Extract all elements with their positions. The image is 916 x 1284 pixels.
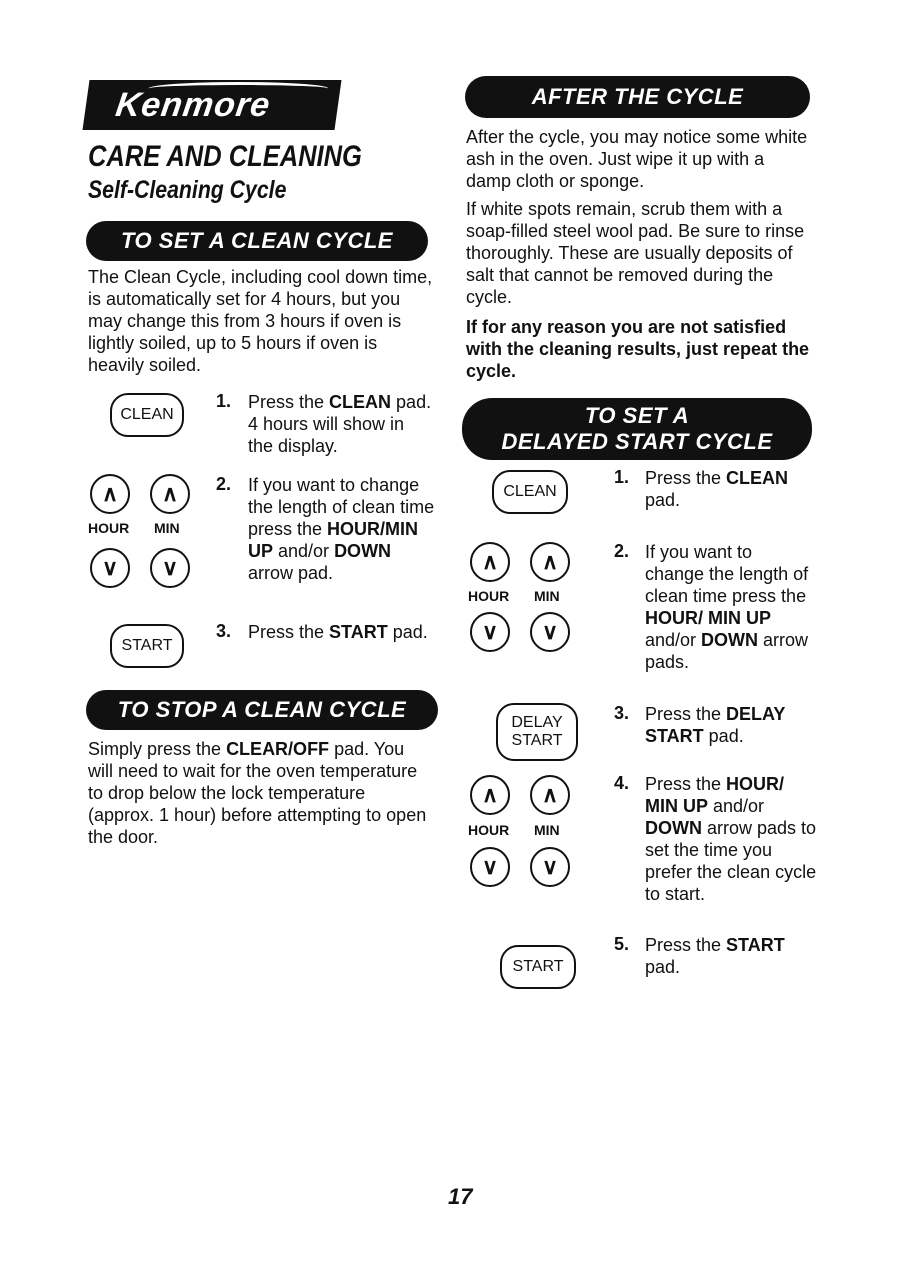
banner-text-line-2: DELAYED START CYCLE [501,429,773,454]
step-2-text [248,474,438,584]
step-bold: HOUR/ MIN UP [645,608,771,628]
hour-down-icon: ∨ [90,548,130,588]
step-number: 1. [216,391,232,411]
step-text: and/or [708,796,765,816]
banner-text: TO SET A CLEAN CYCLE [121,228,393,253]
hour-up-icon: ∧ [470,542,510,582]
step-bold: DELAY START [645,704,786,746]
min-up-icon: ∧ [150,474,190,514]
min-label: MIN [534,822,560,838]
clean-pad-label: CLEAN [503,483,557,500]
banner-set-clean-cycle [86,221,428,261]
step-text: arrow pads to set the time you prefer the clean cycle to start. [645,818,817,904]
banner-text: AFTER THE CYCLE [531,84,744,109]
step-3-text [248,621,433,643]
step-bold: START [726,935,785,955]
hour-up-icon: ∧ [90,474,130,514]
step-text: pad. 4 hours will show in the display. [248,392,432,456]
right-step-2-text [645,541,813,673]
banner-delayed-start [462,398,812,460]
step-bold: HOUR/ MIN UP [645,774,785,816]
step-text: arrow pad. [248,563,334,583]
start-pad-label: START [512,958,564,975]
step-bold: START [329,622,388,642]
step-1-text [248,391,433,457]
banner-stop-clean-cycle [86,690,438,730]
step-bold: DOWN [701,630,759,650]
step-text: Press the [645,468,727,488]
stop-paragraph [88,738,433,848]
page-title: CARE AND CLEANING [88,140,362,173]
step-text: and/or [645,630,702,650]
min-down-icon: ∨ [530,847,570,887]
hour-down-icon: ∨ [470,847,510,887]
step-text: Press the [645,774,727,794]
page-subtitle: Self-Cleaning Cycle [88,176,287,204]
delay-pad-label: DELAY [511,714,563,731]
logo-text: Kenmore [113,86,274,124]
hour-label: HOUR [468,822,510,838]
page-number: 17 [448,1184,473,1209]
step-number: 3. [216,621,232,641]
step-text: If you want to change the length of clean time press the [248,475,435,539]
right-step-5-text [645,934,815,978]
hour-label: HOUR [468,588,510,604]
min-down-icon: ∨ [530,612,570,652]
stop-text: Simply press the [88,739,227,759]
banner-text: TO STOP A CLEAN CYCLE [117,697,407,722]
clean-pad-label: CLEAN [120,406,174,423]
start-pad [110,624,184,668]
step-number: 4. [614,773,630,793]
step-text: pad. [387,622,428,642]
step-text: If you want to change the length of clean time press the [645,542,809,606]
kenmore-logo [82,80,341,130]
start-pad-label: START [121,637,173,654]
step-text: arrow pads. [645,630,809,672]
hour-down-icon: ∨ [470,612,510,652]
step-text: pad. [645,490,681,510]
after-paragraph-1: After the cycle, you may notice some white ash in the oven. Just wipe it up with a damp cloth or sponge. [466,127,808,191]
step-text: Press the [645,935,727,955]
clean-pad [492,470,568,514]
step-bold: CLEAN [329,392,392,412]
min-up-icon: ∧ [530,775,570,815]
step-number: 2. [614,541,630,561]
min-label: MIN [154,520,180,536]
step-text: Press the [248,392,330,412]
step-number: 5. [614,934,630,954]
clean-pad [110,393,184,437]
step-text: Press the [645,704,727,724]
stop-bold: CLEAR/OFF [226,739,330,759]
step-number: 2. [216,474,232,494]
after-bold-paragraph: If for any reason you are not satisfied with the cleaning results, just repeat the cycle. [466,317,810,381]
start-pad-label: START [511,732,563,749]
start-pad [500,945,576,989]
step-bold: DOWN [334,541,392,561]
step-bold: HOUR/MIN UP [248,519,419,561]
hour-up-icon: ∧ [470,775,510,815]
step-text: pad. [703,726,744,746]
step-number: 1. [614,467,630,487]
delay-start-pad [496,703,578,761]
intro-paragraph: The Clean Cycle, including cool down time, is automatically set for 4 hours, but you may change this from 3 hours if oven is lightly soiled, up to 5 hours if oven is heavily soiled. [88,267,433,375]
step-number: 3. [614,703,630,723]
step-bold: DOWN [645,818,702,838]
step-bold: CLEAN [726,468,789,488]
banner-after-cycle [465,76,810,118]
min-down-icon: ∨ [150,548,190,588]
step-text: pad. [645,957,681,977]
right-step-1-text [645,467,815,511]
banner-text-line-1: TO SET A [584,403,690,428]
step-text: and/or [273,541,335,561]
step-text: Press the [248,622,330,642]
stop-text: pad. You will need to wait for the oven temperature to drop below the lock temperature (approx. 1 hour) before attempting to open the door. [88,739,427,847]
hour-label: HOUR [88,520,130,536]
after-paragraph-2: If white spots remain, scrub them with a soap-filled steel wool pad. Be sure to rinse thoroughly. These are usually deposits of salt that cannot be removed during the cycle. [466,199,805,307]
min-up-icon: ∧ [530,542,570,582]
right-step-3-text [645,703,815,747]
min-label: MIN [534,588,560,604]
right-step-4-text [645,773,817,905]
